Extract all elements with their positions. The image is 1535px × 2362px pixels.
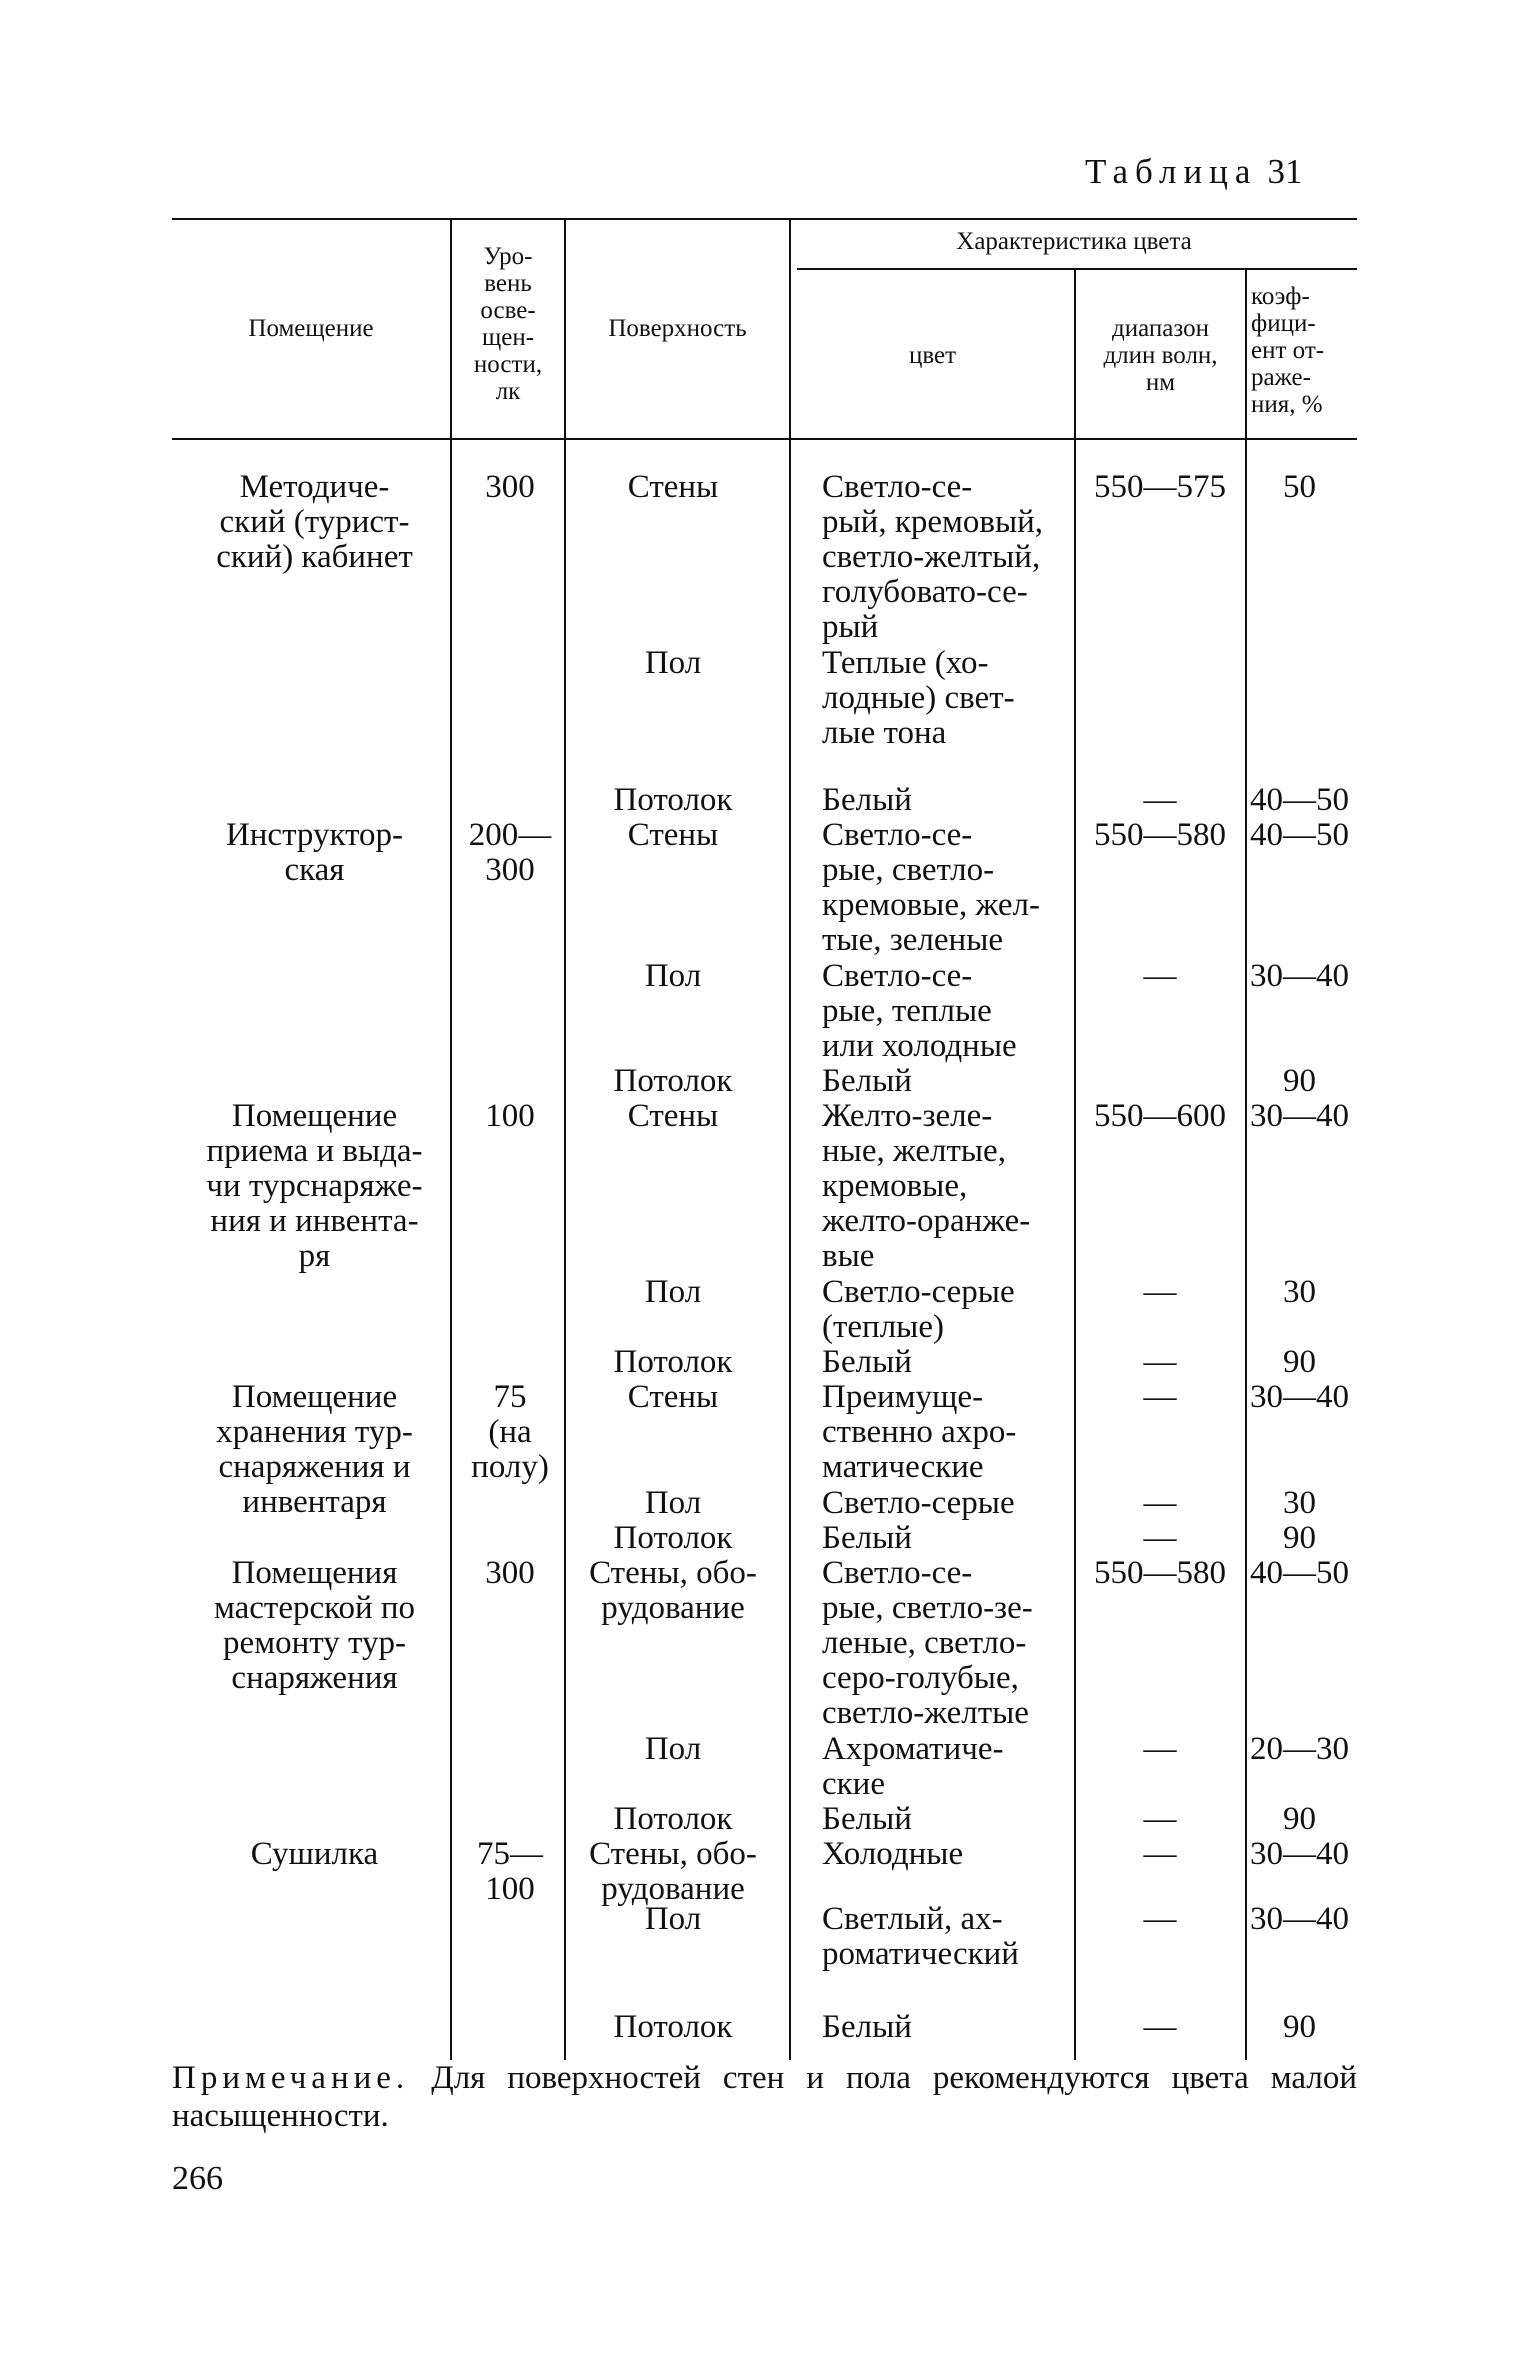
cell-level: 300 — [485, 469, 535, 505]
cell-color: Светло-се- рые, светло- кремовые, жел- тые, зеленые — [822, 817, 1040, 958]
cell-surface: Стены — [627, 1379, 719, 1415]
note-text: Для поверхностей стен и пола рекомендуются цвета малой насыщенности. — [172, 2060, 1357, 2134]
cell-coef: 30—40 — [1250, 1836, 1349, 1872]
cell-color: Белый — [822, 1520, 912, 1556]
cell-coef: 30 — [1283, 1485, 1316, 1521]
cell-surface: Стены — [627, 817, 719, 853]
cell-color: Светло-се- рый, кремовый, светло-желтый, голубовато-се- рый — [822, 469, 1044, 645]
cell-coef: 30—40 — [1250, 1098, 1349, 1134]
cell-room: Методиче- ский (турист- ский) кабинет — [216, 469, 413, 575]
cell-room: Помещение хранения тур- снаряжения и инвентаря — [216, 1379, 413, 1520]
cell-range: — — [1143, 782, 1177, 818]
cell-range: 550—580 — [1094, 1555, 1226, 1591]
cell-range: — — [1143, 1379, 1177, 1415]
cell-color: Ахроматиче- ские — [822, 1731, 1004, 1802]
cell-room: Помещения мастерской по ремонту тур- снаряжения — [213, 1555, 416, 1696]
note-label: Примечание. — [172, 2060, 410, 2096]
table-note — [172, 2059, 1357, 2135]
cell-coef: 90 — [1283, 1801, 1316, 1837]
cell-surface: Потолок — [613, 1520, 733, 1556]
cell-coef: 40—50 — [1250, 817, 1349, 853]
cell-surface: Потолок — [613, 782, 733, 818]
cell-range: — — [1143, 1274, 1177, 1310]
cell-surface: Потолок — [613, 1801, 733, 1837]
cell-level: 200— 300 — [468, 817, 552, 888]
cell-room: Помещение приема и выда- чи турснаряже- ния и инвента- ря — [206, 1098, 423, 1274]
header-wavelength: диапазон длин волн, нм — [1103, 315, 1218, 396]
header-level: Уро- вень осве- щен- ности, лк — [473, 243, 543, 405]
table-top-rule — [172, 218, 1357, 220]
cell-surface: Пол — [644, 1485, 702, 1521]
cell-surface: Стены, обо- рудование — [589, 1555, 757, 1626]
cell-range: — — [1143, 1485, 1177, 1521]
cell-color: Светло-се- рые, теплые или холодные — [822, 958, 1017, 1064]
cell-coef: 90 — [1283, 1063, 1316, 1099]
column-divider-3 — [789, 220, 791, 2060]
cell-color: Белый — [822, 2009, 912, 2045]
cell-room: Инструктор- ская — [225, 817, 404, 888]
cell-coef: 30—40 — [1250, 1901, 1349, 1937]
cell-level: 75 (на полу) — [471, 1379, 549, 1485]
cell-coef: 20—30 — [1250, 1731, 1349, 1767]
cell-range: 550—600 — [1094, 1098, 1226, 1134]
cell-coef: 90 — [1283, 1520, 1316, 1556]
header-surface: Поверхность — [608, 315, 747, 342]
cell-surface: Потолок — [613, 2009, 733, 2045]
cell-coef: 50 — [1283, 469, 1316, 505]
subheader-rule — [797, 268, 1357, 270]
cell-range: — — [1143, 1520, 1177, 1556]
cell-coef: 40—50 — [1250, 782, 1349, 818]
cell-range: — — [1143, 2009, 1177, 2045]
cell-surface: Пол — [644, 1274, 702, 1310]
cell-level: 100 — [485, 1098, 535, 1134]
cell-surface: Пол — [644, 1731, 702, 1767]
cell-color: Преимуще- ственно ахро- матические — [822, 1379, 1017, 1485]
cell-color: Белый — [822, 782, 912, 818]
page-number: 266 — [172, 2160, 223, 2197]
cell-range: — — [1143, 958, 1177, 994]
cell-color: Светло-се- рые, светло-зе- леные, светло- серо-голубые, светло-желтые — [822, 1555, 1033, 1731]
cell-level: 300 — [485, 1555, 535, 1591]
cell-room: Сушилка — [250, 1836, 379, 1872]
cell-surface: Стены — [627, 469, 719, 505]
column-divider-5 — [1245, 270, 1247, 2060]
header-reflectance: коэф- фици- ент от- раже- ния, % — [1251, 283, 1325, 418]
cell-coef: 30—40 — [1250, 1379, 1349, 1415]
cell-coef: 30—40 — [1250, 958, 1349, 994]
header-bottom-rule — [172, 438, 1357, 440]
cell-range: 550—575 — [1094, 469, 1226, 505]
cell-color: Холодные — [822, 1836, 964, 1872]
caption-word: Таблица — [1085, 152, 1258, 191]
cell-range: — — [1143, 1731, 1177, 1767]
cell-surface: Потолок — [613, 1063, 733, 1099]
cell-range: — — [1143, 1801, 1177, 1837]
cell-surface: Потолок — [613, 1344, 733, 1380]
caption-number: 31 — [1267, 152, 1303, 191]
cell-color: Белый — [822, 1801, 912, 1837]
cell-surface: Стены — [627, 1098, 719, 1134]
cell-surface: Пол — [644, 645, 702, 681]
cell-range: — — [1143, 1344, 1177, 1380]
header-room: Помещение — [248, 315, 374, 342]
cell-surface: Стены, обо- рудование — [589, 1836, 757, 1907]
cell-color: Белый — [822, 1063, 912, 1099]
header-color-characteristics: Характеристика цвета — [956, 228, 1192, 255]
cell-color: Белый — [822, 1344, 912, 1380]
cell-color: Светло-серые — [822, 1485, 1015, 1521]
cell-coef: 90 — [1283, 2009, 1316, 2045]
cell-color: Желто-зеле- ные, желтые, кремовые, желто-оранже- вые — [822, 1098, 1031, 1274]
cell-range: — — [1143, 1836, 1177, 1872]
table-caption — [1085, 152, 1302, 192]
cell-surface: Пол — [644, 1901, 702, 1937]
cell-color: Светлый, ах- роматический — [822, 1901, 1019, 1972]
cell-range: — — [1143, 1901, 1177, 1937]
cell-coef: 30 — [1283, 1274, 1316, 1310]
cell-level: 75— 100 — [477, 1836, 543, 1907]
cell-surface: Пол — [644, 958, 702, 994]
header-color: цвет — [908, 342, 957, 369]
cell-color: Теплые (хо- лодные) свет- лые тона — [822, 645, 1015, 751]
cell-coef: 40—50 — [1250, 1555, 1349, 1591]
cell-range: 550—580 — [1094, 817, 1226, 853]
cell-coef: 90 — [1283, 1344, 1316, 1380]
cell-color: Светло-серые (теплые) — [822, 1274, 1015, 1345]
